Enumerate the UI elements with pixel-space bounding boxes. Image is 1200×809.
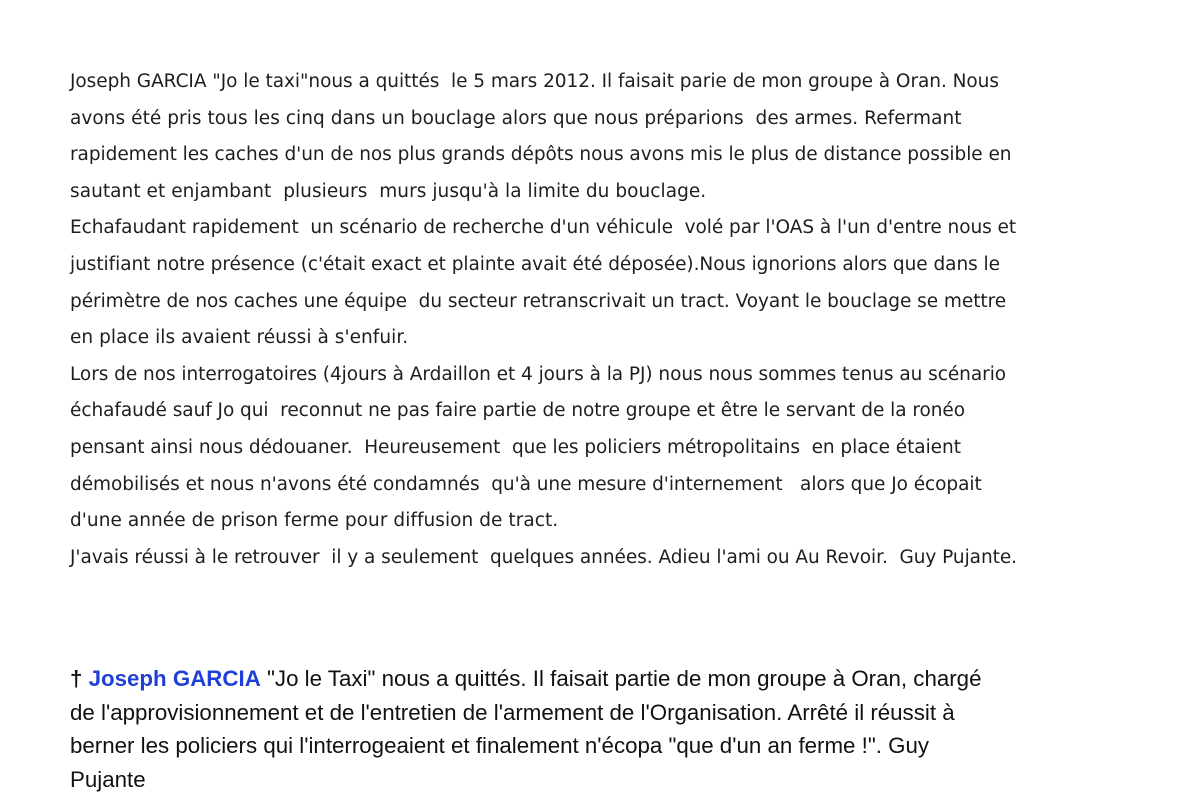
cross-icon: † xyxy=(70,666,83,691)
letter-line: en place ils avaient réussi à s'enfuir. xyxy=(70,327,409,349)
letter-line: échafaudé sauf Jo qui reconnut ne pas faire partie de notre groupe et être le servant de la ronéo xyxy=(70,400,966,422)
tribute-line xyxy=(70,662,1160,696)
tribute-line: de l'approvisionnement et de l'entretien de l'armement de l'Organisation. Arrêté il réussit à xyxy=(70,699,955,725)
letter-line: J'avais réussi à le retrouver il y a seulement quelques années. Adieu l'ami ou Au Revoir. Guy Pujante. xyxy=(70,546,1018,568)
deceased-name: Joseph GARCIA xyxy=(88,666,261,691)
letter-line: pensant ainsi nous dédouaner. Heureusement que les policiers métropolitains en place étaient xyxy=(70,436,961,458)
letter-line: justifiant notre présence (c'était exact et plainte avait été déposée).Nous ignorions alors que dans le xyxy=(70,253,1000,275)
letter-line: sautant et enjambant plusieurs murs jusqu'à la limite du bouclage. xyxy=(70,180,707,202)
letter-line: rapidement les caches d'un de nos plus grands dépôts nous avons mis le plus de distance possible en xyxy=(70,144,1012,166)
tribute-line: berner les policiers qui l'interrogeaient et finalement n'écopa "que d'un an ferme !". Guy xyxy=(70,733,930,758)
letter-line: avons été pris tous les cinq dans un bouclage alors que nous préparions des armes. Refermant xyxy=(70,107,962,129)
letter-line: d'une année de prison ferme pour diffusion de tract. xyxy=(70,510,559,532)
tribute-text: "Jo le Taxi" nous a quittés. Il faisait partie de mon groupe à Oran, chargé xyxy=(260,666,982,691)
tribute-notice xyxy=(70,662,1160,796)
letter-line: Joseph GARCIA "Jo le taxi"nous a quittés le 5 mars 2012. Il faisait parie de mon groupe à Oran. Nous xyxy=(70,71,999,92)
letter-line: démobilisés et nous n'avons été condamnés qu'à une mesure d'internement alors que Jo écopait xyxy=(70,473,982,495)
letter-line: Lors de nos interrogatoires (4jours à Ardaillon et 4 jours à la PJ) nous nous sommes tenus au scénario xyxy=(70,363,1007,385)
tribute-line: Pujante xyxy=(70,766,146,792)
letter-line: Echafaudant rapidement un scénario de recherche d'un véhicule volé par l'OAS à l'un d'entre nous et xyxy=(70,217,1017,239)
letter-line: périmètre de nos caches une équipe du secteur retranscrivait un tract. Voyant le bouclage se mettre xyxy=(70,290,1007,312)
letter-paragraphs xyxy=(70,64,1160,576)
